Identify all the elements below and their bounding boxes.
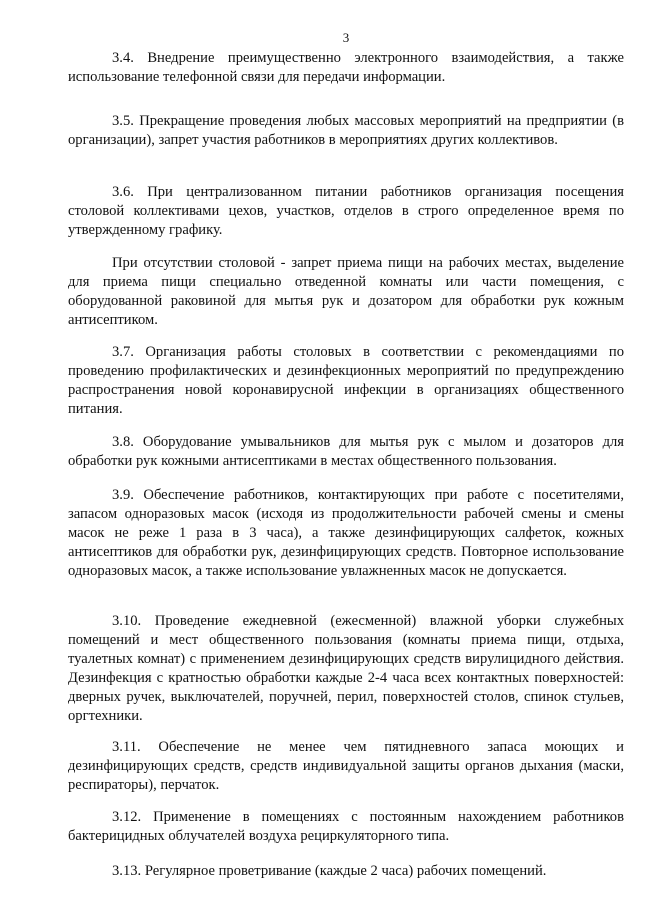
paragraph-3-5: 3.5. Прекращение проведения любых массовых мероприятий на предприятии (в организации), запрет участия работников в мероприятиях других коллективов. bbox=[68, 113, 624, 148]
paragraph-3-4: 3.4. Внедрение преимущественно электронного взаимодействия, а также использование телефонной связи для передачи информации. bbox=[68, 50, 624, 85]
paragraph-3-7: 3.7. Организация работы столовых в соответствии с рекомендациями по проведению профилактических и дезинфекционных мероприятий по предупреждению распространения новой коронавирусной инфекции в организациях общественного питания. bbox=[68, 344, 624, 417]
paragraph-no-canteen: При отсутствии столовой - запрет приема пищи на рабочих местах, выделение для приема пищи специально отведенной комнаты или части помещения, с оборудованной раковиной для мытья рук и дозатором для обработки рук кожным антисептиком. bbox=[68, 255, 624, 328]
paragraph-3-10: 3.10. Проведение ежедневной (ежесменной) влажной уборки служебных помещений и мест общественного пользования (комнаты приема пищи, отдыха, туалетных комнат) с применением дезинфицирующих средств вирулицидного действия. Дезинфекция с кратностью обработки каждые 2-4 часа всех контактных поверхностей: дверных ручек, выключателей, поручней, перил, поверхностей столов, спинок стульев, оргтехники. bbox=[68, 613, 624, 724]
paragraph-3-12: 3.12. Применение в помещениях с постоянным нахождением работников бактерицидных облучателей воздуха рециркуляторного типа. bbox=[68, 809, 624, 844]
paragraph-3-13: 3.13. Регулярное проветривание (каждые 2 часа) рабочих помещений. bbox=[112, 863, 547, 879]
paragraph-3-8: 3.8. Оборудование умывальников для мытья рук с мылом и дозаторов для обработки рук кожными антисептиками в местах общественного пользования. bbox=[68, 434, 624, 469]
document-page bbox=[68, 0, 624, 900]
page-number: 3 bbox=[342, 30, 350, 45]
paragraph-3-6: 3.6. При централизованном питании работников организация посещения столовой коллективами цехов, участков, отделов в строго определенное время по утвержденному графику. bbox=[68, 184, 624, 238]
paragraph-3-9: 3.9. Обеспечение работников, контактирующих при работе с посетителями, запасом одноразовых масок (исходя из продолжительности рабочей смены и смены масок не реже 1 раза в 3 часа), а также дезинфицирующих салфеток, кожных антисептиков для обработки рук, дезинфицирующих средств. Повторное использование одноразовых масок, а также использование увлажненных масок не допускается. bbox=[68, 487, 624, 579]
paragraph-3-11: 3.11. Обеспечение не менее чем пятидневного запаса моющих и дезинфицирующих средств, средств индивидуальной защиты органов дыхания (маски, респираторы), перчаток. bbox=[68, 739, 624, 793]
